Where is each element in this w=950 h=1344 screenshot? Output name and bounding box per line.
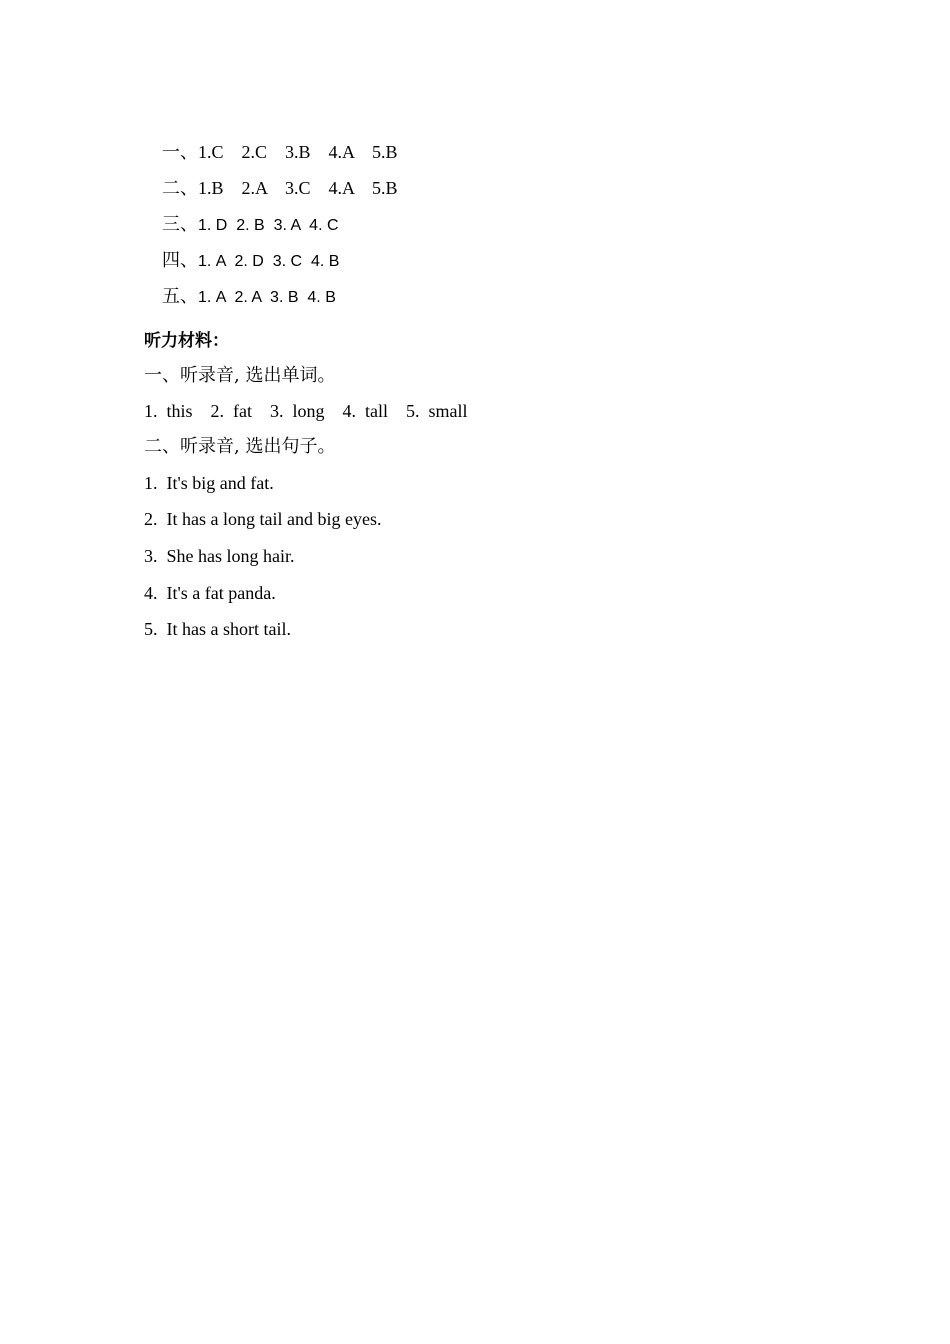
- section1-title: 一、听录音, 选出单词。: [144, 365, 336, 386]
- section1-words: 1. this 2. fat 3. long 4. tall 5. small: [144, 401, 468, 421]
- sentence-item: 5. It has a short tail.: [144, 619, 291, 639]
- sentence-item: 1. It's big and fat.: [144, 473, 274, 493]
- answer-text: 1.B 2.A 3.C 4.A 5.B: [198, 178, 398, 198]
- answer-label: 一、: [162, 142, 198, 163]
- answer-line-5: [144, 260, 336, 334]
- answer-text: 1. D 2. B 3. A 4. C: [198, 217, 339, 234]
- answer-label: 四、: [162, 250, 198, 271]
- sentence-item: 3. She has long hair.: [144, 546, 295, 566]
- sentence-item: 2. It has a long tail and big eyes.: [144, 509, 382, 529]
- answer-text: 1. A 2. D 3. C 4. B: [198, 253, 340, 270]
- section2-title: 二、听录音, 选出句子。: [144, 436, 336, 457]
- listening-heading: 听力材料：: [144, 331, 229, 351]
- answer-label: 五、: [162, 286, 198, 307]
- sentence-item: 4. It's a fat panda.: [144, 583, 276, 603]
- answer-label: 二、: [162, 178, 198, 199]
- answer-label: 三、: [162, 214, 198, 235]
- answer-text: 1. A 2. A 3. B 4. B: [198, 289, 336, 306]
- answer-text: 1.C 2.C 3.B 4.A 5.B: [198, 142, 398, 162]
